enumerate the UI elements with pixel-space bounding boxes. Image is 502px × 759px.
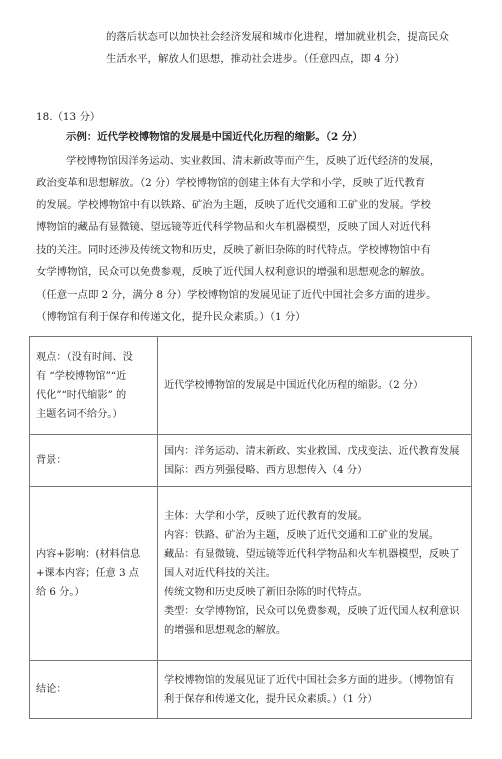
cell-line: 国人对近代科技的关注。 — [164, 568, 277, 579]
table-row — [30, 661, 472, 719]
cell-line: 内容：铁路、矿治为主题，反映了近代交通和工矿业的发展。 — [164, 530, 440, 541]
cell-line: 内容+影响：(材料信息 — [36, 549, 141, 560]
answer-line-7: （任意一点即 2 分，满分 8 分）学校博物馆的发展见证了近代中国社会多方面的进步。 — [36, 289, 437, 301]
row-content-background — [158, 435, 472, 487]
cell-line: 代化”“时代缩影” 的 — [36, 389, 127, 401]
cell-line: 背景： — [36, 455, 67, 466]
cell-line: 近代学校博物馆的发展是中国近代化历程的缩影。（2 分） — [164, 380, 424, 391]
row-label-viewpoint — [30, 337, 158, 435]
row-content-conclusion — [158, 661, 472, 719]
cell-line: 主体：大学和小学，反映了近代教育的发展。 — [164, 511, 368, 522]
example-heading: 示例：近代学校博物馆的发展是中国近代化历程的缩影。（2 分） — [66, 131, 363, 143]
cell-line: 主题名词不给分。） — [36, 408, 123, 420]
cell-line: 国内：洋务运动、清末新政、实业救国、戊戌变法、近代教育发展 — [164, 445, 460, 457]
answer-line-5: 技的关注。同时还涉及传统文物和历史，反映了新旧杂陈的时代特点。学校博物馆中有 — [36, 244, 431, 256]
row-content-viewpoint — [158, 337, 472, 435]
answer-line-2: 政治变革和思想解放。（2 分）学校博物馆的创建主体有大学和小学，反映了近代教育 — [36, 177, 426, 189]
answer-line-3: 的发展。学校博物馆中有以铁路、矿治为主题，反映了近代交通和工矿业的发展。学校 — [36, 199, 431, 211]
row-label-content — [30, 487, 158, 661]
answer-line-4: 博物馆的藏品有显微镜、望远镜等近代科学物品和火车机器模型，反映了国人对近代科 — [36, 221, 431, 233]
prev-answer-line-1: 的落后状态可以加快社会经济发展和城市化进程，增加就业机会，提高民众 — [106, 31, 449, 43]
row-content-content — [158, 487, 472, 661]
cell-line: 学校博物馆的发展见证了近代中国社会多方面的进步。（博物馆有 — [164, 674, 455, 686]
answer-line-1: 学校博物馆因洋务运动、实业救国、清末新政等而产生，反映了近代经济的发展， — [66, 155, 441, 167]
cell-line: 有 “学校博物馆”“近 — [36, 370, 127, 382]
cell-line: 藏品：有显微镜、望远镜等近代科学物品和火车机器模型，反映了 — [164, 549, 460, 560]
cell-line: +课本内容；任意 3 点 — [36, 568, 139, 579]
question-number: 18.（13 分） — [36, 111, 101, 123]
table-row — [30, 435, 472, 487]
cell-line: 观点：（没有时间、没 — [36, 351, 133, 363]
cell-line: 类型：女学博物馆，民众可以免费参观，反映了近代国人权利意识 — [164, 606, 460, 617]
cell-line: 传统文物和历史反映了新旧杂陈的时代特点。 — [164, 587, 368, 598]
cell-line: 国际：西方列强侵略、西方思想传入（4 分） — [164, 464, 368, 476]
scoring-table — [29, 336, 472, 719]
cell-line: 给 6 分。） — [36, 587, 85, 598]
table-row — [30, 337, 472, 435]
row-label-conclusion — [30, 661, 158, 719]
table-row — [30, 487, 472, 661]
prev-answer-line-2: 生活水平，解放人们思想，推动社会进步。（任意四点，即 4 分） — [106, 53, 405, 65]
cell-line: 利于保存和传递文化，提升民众素质。）（1 分） — [164, 693, 378, 705]
answer-line-8: （博物馆有利于保存和传递文化，提升民众素质。）（1 分） — [36, 311, 306, 323]
row-label-background — [30, 435, 158, 487]
cell-line: 结论： — [36, 684, 67, 695]
cell-line: 的增强和思想观念的解放。 — [164, 625, 287, 636]
answer-line-6: 女学博物馆，民众可以免费参观，反映了近代国人权利意识的增强和思想观念的解放。 — [36, 266, 431, 278]
